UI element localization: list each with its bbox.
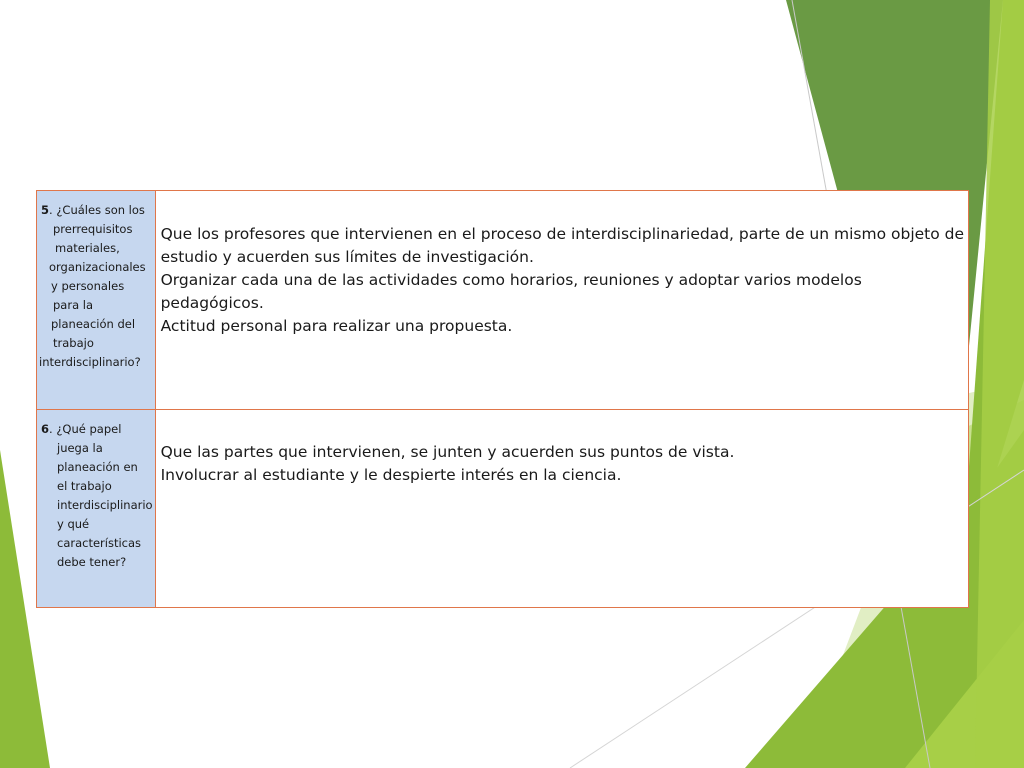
question-answer-table	[36, 190, 969, 608]
answer-cell	[155, 191, 968, 410]
question-line: interdisciplinario	[57, 498, 153, 512]
table-row	[37, 191, 969, 410]
question-number: 5	[41, 203, 50, 217]
question-cell	[37, 410, 156, 608]
question-line: debe tener?	[57, 555, 127, 569]
question-line: el trabajo	[57, 479, 112, 493]
question-line: características	[57, 536, 142, 550]
question-line: prerrequisitos	[53, 222, 133, 236]
answer-cell	[155, 410, 968, 608]
question-line: planeación en	[57, 460, 138, 474]
answer-line: Organizar cada una de las actividades como horarios, reuniones y adoptar varios modelos	[160, 271, 862, 289]
question-number: 6	[41, 422, 50, 436]
question-line: planeación del	[51, 317, 136, 331]
question-line: interdisciplinario?	[39, 355, 141, 369]
question-line: para la	[53, 298, 94, 312]
question-line: y qué	[57, 517, 90, 531]
question-line: materiales,	[55, 241, 120, 255]
question-line: juega la	[57, 441, 103, 455]
answer-line: Que las partes que intervienen, se junten y acuerden sus puntos de vista.	[160, 443, 735, 461]
answer-line: pedagógicos.	[160, 294, 264, 312]
question-line: trabajo	[53, 336, 94, 350]
answer-line: Que los profesores que intervienen en el proceso de interdisciplinariedad, parte de un mismo objeto de	[160, 225, 965, 243]
answer-line: Actitud personal para realizar una propuesta.	[160, 317, 513, 335]
question-line: 5. ¿Cuáles son los	[41, 203, 145, 217]
table-row	[37, 410, 969, 608]
question-cell	[37, 191, 156, 410]
question-line: 6. ¿Qué papel	[41, 422, 122, 436]
answer-line: Involucrar al estudiante y le despierte interés en la ciencia.	[160, 466, 622, 484]
question-line: organizacionales	[49, 260, 146, 274]
question-line: y personales	[51, 279, 125, 293]
answer-line: estudio y acuerden sus límites de investigación.	[160, 248, 534, 266]
